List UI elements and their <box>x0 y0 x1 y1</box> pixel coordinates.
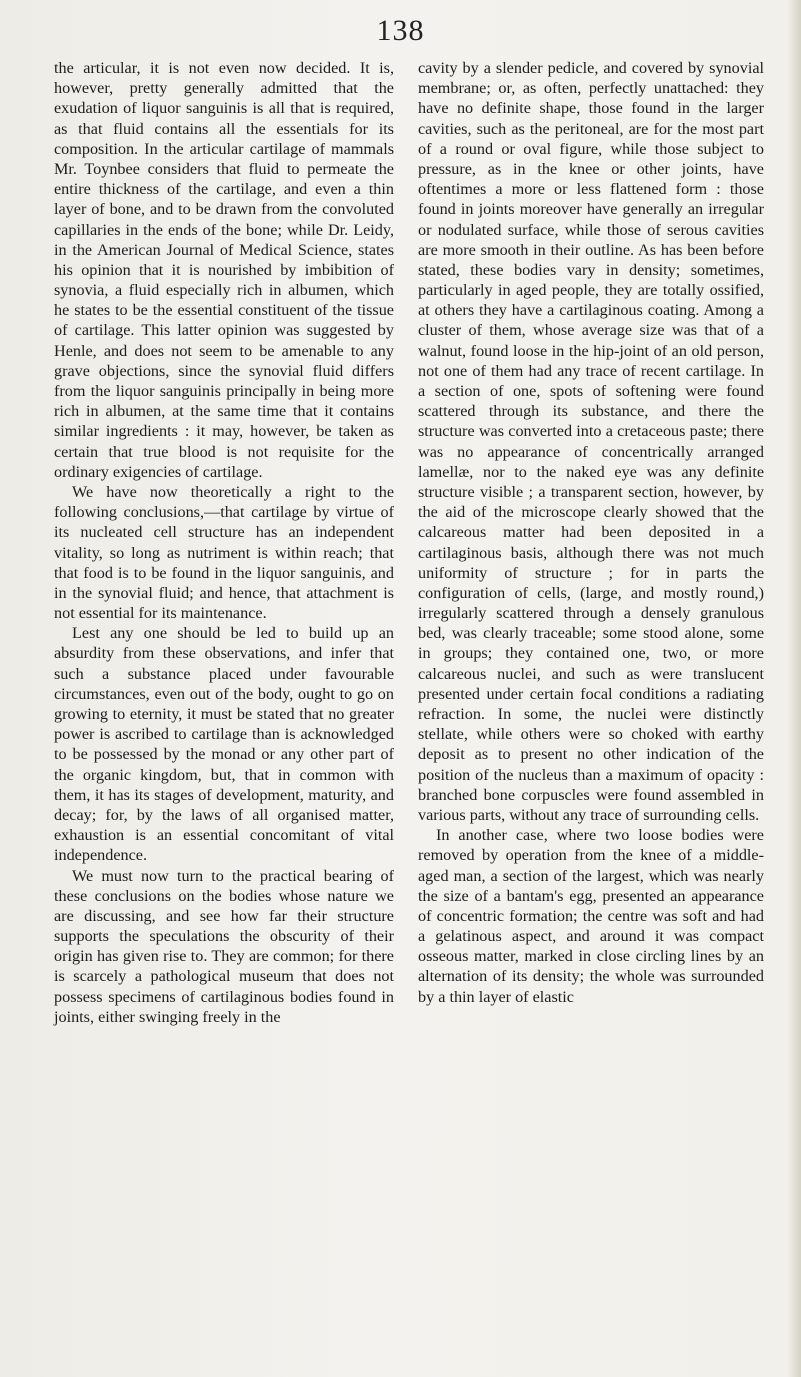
paragraph: the articular, it is not even now decided. It is, however, pretty generally admitted that the exudation of liquor sanguinis is all that is required, as that fluid contains all the essentials for its composition. In the articular cartilage of mammals Mr. Toynbee considers that fluid to permeate the entire thickness of the cartilage, and even a thin layer of bone, and to be drawn from the convoluted capillaries in the ends of the bone; while Dr. Leidy, in the American Journal of Medical Science, states his opinion that it is nourished by imbibition of synovia, a fluid especially rich in albumen, which he states to be the essential constituent of the tissue of cartilage. This latter opinion was suggested by Henle, and does not seem to be amenable to any grave objections, since the synovial fluid differs from the liquor sanguinis principally in being more rich in albumen, at the same time that it contains similar ingredients : it may, however, be taken as certain that true blood is not requisite for the ordinary exigencies of cartilage. <box>54 59 394 481</box>
paragraph: We must now turn to the practical bearing of these conclusions on the bodies whose nature we are discussing, and see how far their structure supports the speculations the obscurity of their origin has given rise to. They are common; for there is scarcely a pathological museum that does not possess specimens of cartilaginous bodies found in joints, either swinging freely in the <box>54 866 394 1026</box>
paragraph: cavity by a slender pedicle, and covered by synovial membrane; or, as often, perfectly unattached: they have no definite shape, those found in the larger cavities, such as the peritoneal, are for the most part of a round or oval figure, while those subject to pressure, as in the knee or other joints, have oftentimes a more or less flattened form : those found in joints moreover have generally an irregular or nodulated surface, while those of serous cavities are more smooth in their outline. As has been before stated, these bodies vary in density; sometimes, particularly in aged people, they are totally ossified, at others they have a cartilaginous coating. Among a cluster of them, whose average size was that of a walnut, found loose in the hip-joint of an old person, not one of them had any trace of recent cartilage. In a section of one, spots of softening were found scattered through its substance, and there the structure was converted into a cretaceous paste; there was no appearance of concentrically arranged lamellæ, nor to the naked eye was any definite structure visible ; a transparent section, however, by the aid of the microscope clearly showed that the calcareous matter had been deposited in a cartilaginous basis, although there was not much uniformity of structure ; for in parts the configuration of cells, (large, and mostly round,) irregularly scattered through a densely granulous bed, was clearly traceable; some stood alone, some in groups; they contained one, two, or more calcareous nuclei, and such as were translucent presented under certain focal conditions a radiating refraction. In some, the nuclei were distinctly stellate, while others were so choked with earthy deposit as to present no other indication of the position of the nucleus than a maximum of opacity : branched bone corpuscles were found assembled in various parts, without any trace of surrounding cells. <box>418 59 764 824</box>
page-number: 138 <box>376 14 425 47</box>
paragraph: In another case, where two loose bodies were removed by operation from the knee of a middle-aged man, a section of the largest, which was nearly the size of a bantam's egg, presented an appearance of concentric formation; the centre was soft and had a gelatinous aspect, and around it was compact osseous matter, marked in close circling lines by an alternation of its density; the whole was surrounded by a thin layer of elastic <box>418 826 764 1006</box>
right-column <box>418 58 764 1007</box>
page-edge-shadow <box>787 0 801 1377</box>
paragraph: We have now theoretically a right to the following conclusions,—that cartilage by virtue of its nucleated cell structure has an independent vitality, so long as nutriment is within reach; that that food is to be found in the liquor sanguinis, and in the synovial fluid; and hence, that attachment is not essential for its maintenance. <box>54 482 394 623</box>
left-column <box>54 58 394 1027</box>
paragraph: Lest any one should be led to build up an absurdity from these observations, and infer that such a substance placed under favourable circumstances, even out of the body, ought to go on growing to eternity, it must be stated that no greater power is ascribed to cartilage than is acknowledged to be possessed by the monad or any other part of the organic kingdom, but, that in common with them, it has its stages of development, maturity, and decay; for, by the laws of all organised matter, exhaustion is an essential concomitant of vital independence. <box>54 624 394 865</box>
